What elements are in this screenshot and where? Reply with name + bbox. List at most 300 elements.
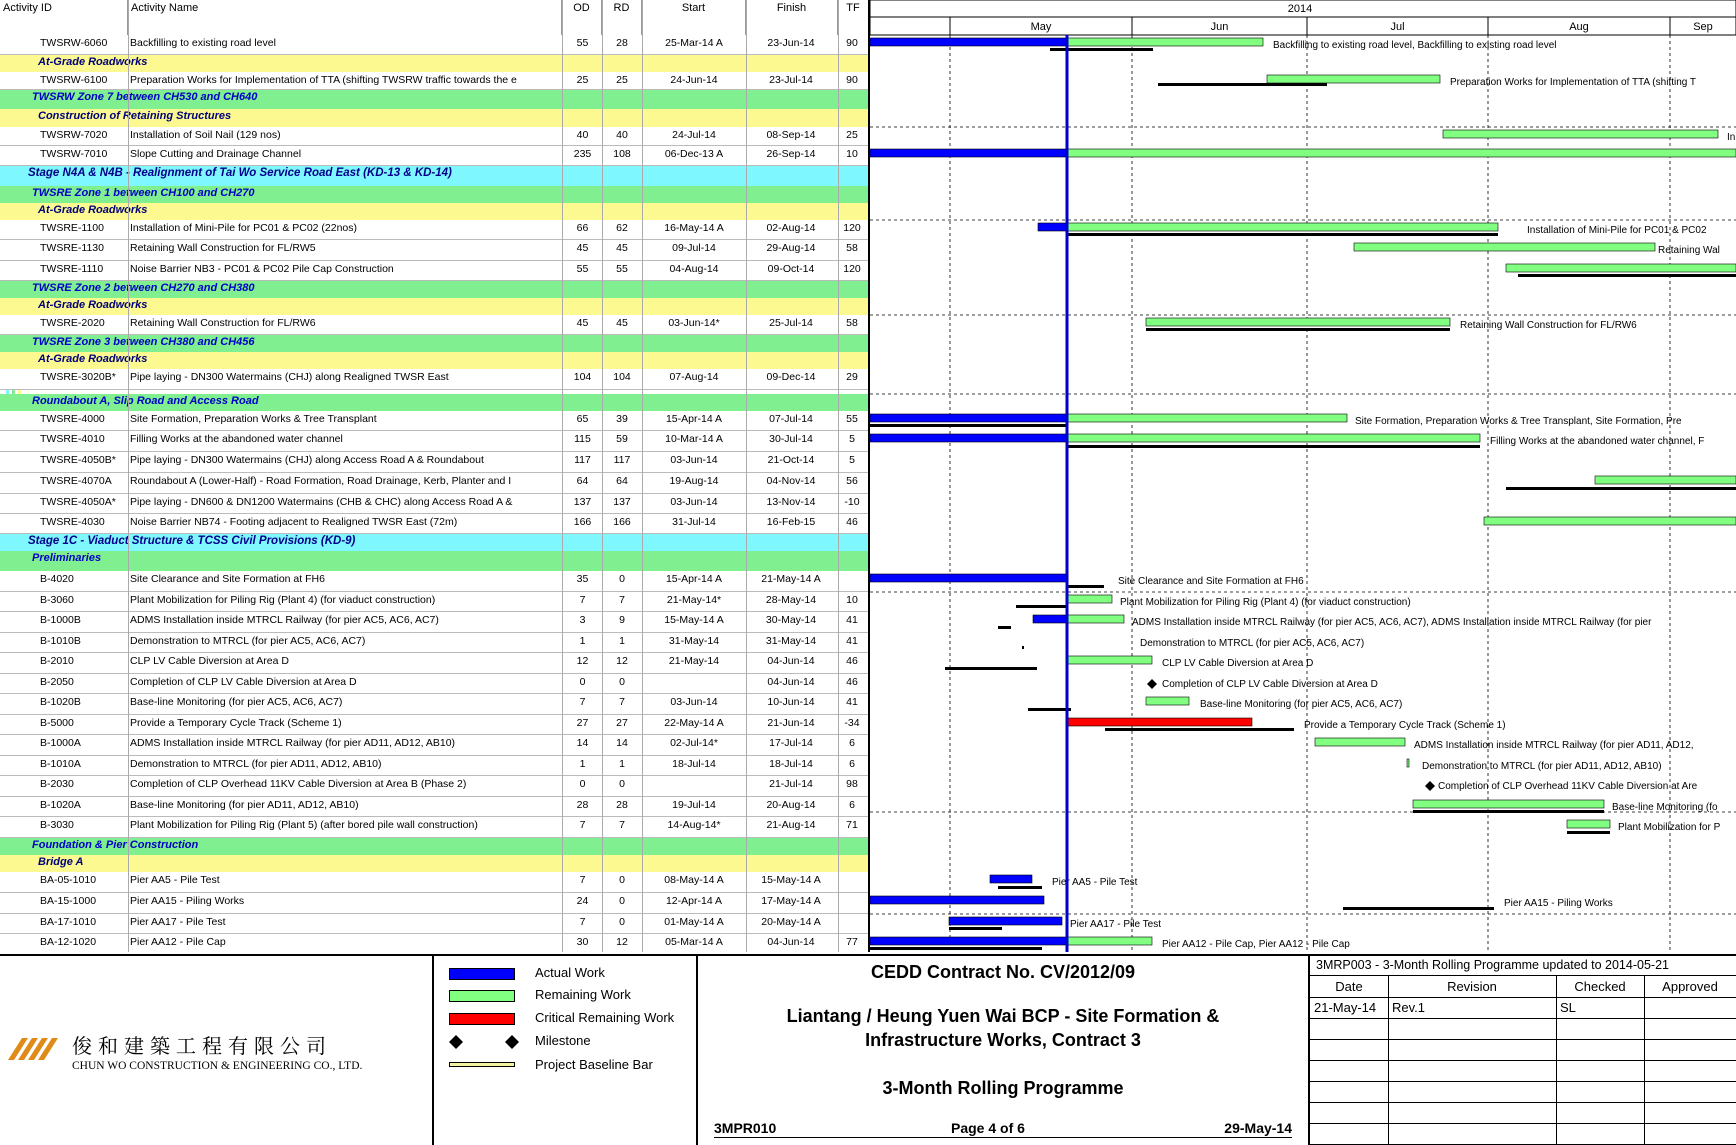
wbs-band bbox=[0, 203, 868, 220]
total-float: 46 bbox=[846, 676, 858, 688]
bar-label: Demonstration to MTRCL (for pier AD11, AD12, AB10) bbox=[1422, 761, 1662, 772]
column-separator bbox=[562, 0, 563, 952]
milestone-diamond bbox=[1147, 679, 1157, 689]
table-row bbox=[0, 127, 868, 146]
finish-date: 20-Aug-14 bbox=[766, 799, 816, 811]
remaining-duration: 7 bbox=[619, 594, 625, 606]
finish-date: 29-Aug-14 bbox=[766, 242, 816, 254]
remaining-work-bar bbox=[1506, 264, 1736, 272]
wbs-band bbox=[0, 109, 868, 127]
timeline-year-label: 2014 bbox=[1287, 3, 1313, 15]
start-date: 19-Jul-14 bbox=[672, 799, 716, 811]
table-row bbox=[0, 240, 868, 261]
original-duration: 7 bbox=[579, 874, 586, 886]
activity-id: TWSRE-1110 bbox=[40, 263, 104, 275]
revision-block bbox=[1310, 956, 1736, 1145]
revision-row-line bbox=[1310, 1060, 1736, 1061]
finish-date: 08-Sep-14 bbox=[766, 129, 816, 141]
start-date: 31-May-14 bbox=[668, 635, 720, 647]
revision-header: 3MRP003 - 3-Month Rolling Programme updated to 2014-05-21 bbox=[1310, 956, 1736, 976]
remaining-duration: 0 bbox=[619, 573, 625, 585]
bar-label: Demonstration to MTRCL (for pier AC5, AC6, AC7) bbox=[1140, 638, 1365, 649]
bar-label: Plant Mobilization for Piling Rig (Plant 4) (for viaduct construction) bbox=[1120, 597, 1411, 608]
bar-label: Installation of Mini-Pile for PC01 & PC02 bbox=[1527, 225, 1707, 236]
bar-label: In bbox=[1727, 132, 1736, 143]
remaining-work-bar bbox=[1067, 595, 1112, 603]
wbs-band-label: At-Grade Roadworks bbox=[38, 204, 148, 216]
bar-label: Pier AA17 - Pile Test bbox=[1070, 919, 1161, 930]
legend-item bbox=[449, 986, 689, 1006]
start-date: 04-Aug-14 bbox=[669, 263, 719, 275]
finish-date: 13-Nov-14 bbox=[766, 496, 816, 508]
total-float: 6 bbox=[849, 799, 855, 811]
finish-date: 10-Jun-14 bbox=[767, 696, 815, 708]
title-block bbox=[698, 956, 1310, 1145]
table-row bbox=[0, 694, 868, 715]
table-row bbox=[0, 35, 868, 55]
table-row bbox=[0, 633, 868, 653]
activity-name: Site Clearance and Site Formation at FH6 bbox=[130, 573, 325, 585]
wbs-band-label: Foundation & Pier Construction bbox=[32, 839, 199, 851]
remaining-work-bar bbox=[1595, 476, 1736, 484]
activity-id: BA-05-1010 bbox=[40, 874, 97, 886]
table-row bbox=[0, 452, 868, 473]
bar-label: Preparation Works for Implementation of TTA (shifting T bbox=[1450, 77, 1697, 88]
total-float: 5 bbox=[849, 454, 855, 466]
activity-name: Installation of Mini-Pile for PC01 & PC02 (22nos) bbox=[130, 222, 358, 234]
legend-item bbox=[449, 1032, 689, 1052]
start-date: 31-Jul-14 bbox=[672, 516, 716, 528]
remaining-duration: 104 bbox=[613, 371, 631, 383]
finish-date: 07-Jul-14 bbox=[769, 413, 813, 425]
original-duration: 137 bbox=[573, 496, 592, 508]
wbs-band-label: At-Grade Roadworks bbox=[38, 353, 148, 365]
col-header-rd: RD bbox=[602, 0, 642, 35]
finish-date: 02-Aug-14 bbox=[766, 222, 816, 234]
wbs-band bbox=[0, 90, 868, 109]
legend-swatch bbox=[449, 1013, 515, 1025]
legend-label: Milestone bbox=[535, 1033, 591, 1048]
remaining-work-bar bbox=[1443, 130, 1718, 138]
activity-id: BA-17-1010 bbox=[40, 916, 97, 928]
wbs-band bbox=[0, 394, 868, 411]
legend-label: Critical Remaining Work bbox=[535, 1010, 675, 1025]
bar-label: Pier AA5 - Pile Test bbox=[1052, 877, 1138, 888]
table-row bbox=[0, 431, 868, 452]
start-date: 03-Jun-14 bbox=[670, 696, 718, 708]
total-float: 41 bbox=[846, 614, 858, 626]
legend-item bbox=[449, 1056, 689, 1076]
table-row bbox=[0, 776, 868, 797]
activity-id: B-1010A bbox=[40, 758, 81, 770]
start-date: 19-Aug-14 bbox=[669, 475, 719, 487]
baseline-bar bbox=[998, 626, 1011, 629]
activity-table bbox=[0, 0, 870, 952]
activity-id: TWSRW-6060 bbox=[40, 37, 108, 49]
activity-name: Pipe laying - DN300 Watermains (CHJ) along Access Road A & Roundabout bbox=[130, 454, 484, 466]
activity-name: Roundabout A (Lower-Half) - Road Formation, Road Drainage, Kerb, Planter and I bbox=[130, 475, 512, 487]
total-float: 5 bbox=[849, 433, 855, 445]
bar-label: Backfilling to existing road level, Backfilling to existing road level bbox=[1273, 40, 1557, 51]
original-duration: 66 bbox=[576, 222, 589, 234]
activity-name: Filling Works at the abandoned water channel bbox=[130, 433, 343, 445]
activity-id: B-3030 bbox=[40, 819, 74, 831]
timeline-month-label: Sep bbox=[1693, 21, 1713, 33]
timeline-month-bar bbox=[870, 17, 1736, 35]
total-float: 120 bbox=[843, 222, 861, 234]
activity-name: Backfilling to existing road level bbox=[130, 37, 276, 49]
wbs-band-label: TWSRW Zone 7 between CH530 and CH640 bbox=[32, 91, 258, 103]
bar-label: Base-line Monitoring (fo bbox=[1612, 802, 1718, 813]
actual-work-bar bbox=[870, 149, 1067, 157]
wbs-band-label: Preliminaries bbox=[32, 552, 102, 564]
programme-subtitle: 3-Month Rolling Programme bbox=[882, 1078, 1124, 1098]
remaining-duration: 39 bbox=[616, 413, 628, 425]
table-row bbox=[0, 817, 868, 838]
total-float: 41 bbox=[846, 635, 858, 647]
legend-label: Actual Work bbox=[535, 965, 605, 980]
actual-work-bar bbox=[870, 937, 1067, 945]
remaining-duration: 40 bbox=[616, 129, 628, 141]
original-duration: 28 bbox=[576, 799, 589, 811]
original-duration: 235 bbox=[573, 148, 592, 160]
start-date: 08-May-14 A bbox=[664, 874, 724, 886]
start-date: 15-Apr-14 A bbox=[665, 413, 723, 425]
activity-id: TWSRE-4030 bbox=[40, 516, 105, 528]
bar-label: Pier AA12 - Pile Cap, Pier AA12 - Pile Cap bbox=[1162, 939, 1350, 950]
company-name-chinese: 俊和建築工程有限公司 bbox=[72, 1034, 332, 1058]
start-date: 16-May-14 A bbox=[664, 222, 724, 234]
revision-row-line bbox=[1310, 1123, 1736, 1124]
baseline-bar bbox=[1518, 274, 1736, 277]
original-duration: 64 bbox=[576, 475, 589, 487]
legend-item bbox=[449, 1009, 689, 1029]
activity-id: TWSRE-1130 bbox=[40, 242, 104, 254]
total-float: 58 bbox=[846, 317, 858, 329]
activity-name: Pier AA5 - Pile Test bbox=[130, 874, 220, 886]
baseline-bar bbox=[1067, 585, 1104, 588]
start-date: 21-May-14* bbox=[666, 594, 722, 606]
actual-work-bar bbox=[870, 896, 1044, 904]
baseline-bar bbox=[870, 947, 1042, 950]
col-header-od: OD bbox=[562, 0, 602, 35]
revision-row-line bbox=[1310, 1102, 1736, 1103]
total-float: 29 bbox=[846, 371, 858, 383]
actual-work-bar bbox=[949, 917, 1062, 925]
table-row bbox=[0, 411, 868, 431]
remaining-work-bar bbox=[1067, 434, 1480, 442]
bar-label: CLP LV Cable Diversion at Area D bbox=[1162, 658, 1314, 669]
revision-column-line bbox=[1556, 976, 1557, 1145]
wbs-band bbox=[0, 298, 868, 315]
wbs-band-label: TWSRE Zone 2 between CH270 and CH380 bbox=[32, 282, 255, 294]
finish-date: 31-May-14 bbox=[765, 635, 817, 647]
baseline-swatch bbox=[449, 1062, 515, 1067]
remaining-work-bar bbox=[1484, 517, 1736, 525]
original-duration: 35 bbox=[576, 573, 589, 585]
bar-label: Completion of CLP Overhead 11KV Cable Diversion at Are bbox=[1438, 781, 1698, 792]
column-separator bbox=[746, 0, 747, 952]
company-name-english: CHUN WO CONSTRUCTION & ENGINEERING CO., LTD. bbox=[72, 1060, 363, 1072]
timeline-month-label: May bbox=[1030, 21, 1052, 33]
activity-id: TWSRE-4010 bbox=[40, 433, 105, 445]
finish-date: 21-Aug-14 bbox=[766, 819, 816, 831]
finish-date: 15-May-14 A bbox=[761, 874, 821, 886]
remaining-duration: 0 bbox=[619, 916, 625, 928]
remaining-duration: 0 bbox=[619, 874, 625, 886]
start-date: 25-Mar-14 A bbox=[665, 37, 723, 49]
activity-id: B-1020B bbox=[40, 696, 81, 708]
baseline-bar bbox=[1067, 445, 1480, 448]
baseline-bar bbox=[1158, 83, 1327, 86]
column-separator bbox=[128, 0, 129, 952]
remaining-work-bar bbox=[1354, 243, 1655, 251]
remaining-duration: 62 bbox=[616, 222, 628, 234]
table-row bbox=[0, 756, 868, 776]
remaining-duration: 1 bbox=[619, 758, 625, 770]
finish-date: 21-May-14 A bbox=[761, 573, 821, 585]
gantt-canvas bbox=[870, 0, 1736, 952]
activity-id: TWSRE-4050A* bbox=[40, 496, 116, 508]
remaining-work-bar bbox=[1067, 937, 1152, 945]
contract-number: CEDD Contract No. CV/2012/09 bbox=[870, 962, 1136, 982]
actual-work-bar bbox=[870, 434, 1067, 442]
finish-date: 20-May-14 A bbox=[761, 916, 821, 928]
bar-label: ADMS Installation inside MTRCL Railway (for pier AD11, AD12, bbox=[1414, 740, 1694, 751]
wbs-band-label: Construction of Retaining Structures bbox=[38, 110, 232, 122]
wbs-band bbox=[0, 166, 868, 186]
total-float: 56 bbox=[846, 475, 858, 487]
table-row bbox=[0, 653, 868, 674]
activity-name: Preparation Works for Implementation of TTA (shifting TWSRW traffic towards the e bbox=[130, 74, 517, 86]
bar-label: Retaining Wall Construction for FL/RW6 bbox=[1460, 320, 1637, 331]
remaining-work-bar bbox=[1146, 697, 1189, 705]
finish-date: 04-Nov-14 bbox=[766, 475, 816, 487]
activity-name: Noise Barrier NB3 - PC01 & PC02 Pile Cap Construction bbox=[130, 263, 394, 275]
activity-id: B-1020A bbox=[40, 799, 81, 811]
total-float: 71 bbox=[846, 819, 858, 831]
original-duration: 45 bbox=[576, 317, 589, 329]
activity-id: TWSRE-2020 bbox=[40, 317, 105, 329]
baseline-bar bbox=[1022, 646, 1024, 649]
original-duration: 45 bbox=[576, 242, 589, 254]
original-duration: 0 bbox=[579, 676, 586, 688]
activity-id: TWSRW-6100 bbox=[40, 74, 108, 86]
remaining-duration: 1 bbox=[619, 635, 625, 647]
activity-id: BA-15-1000 bbox=[40, 895, 97, 907]
table-row bbox=[0, 592, 868, 612]
total-float: 98 bbox=[846, 778, 858, 790]
wbs-band bbox=[0, 534, 868, 551]
remaining-work-bar bbox=[1067, 656, 1152, 664]
finish-date: 17-Jul-14 bbox=[769, 737, 813, 749]
original-duration: 27 bbox=[576, 717, 589, 729]
revision-col-header: Date bbox=[1335, 979, 1363, 994]
activity-id: B-5000 bbox=[40, 717, 74, 729]
finish-date: 21-Jul-14 bbox=[769, 778, 813, 790]
start-date: 12-Apr-14 A bbox=[665, 895, 723, 907]
baseline-bar bbox=[1413, 810, 1604, 813]
company-logo-icon bbox=[6, 1030, 66, 1070]
revision-row-line bbox=[1310, 997, 1736, 998]
original-duration: 0 bbox=[579, 778, 586, 790]
total-float: 6 bbox=[849, 737, 855, 749]
wbs-band-label: Stage 1C - Viaduct Structure & TCSS Civil Provisions (KD-9) bbox=[28, 535, 356, 547]
table-row bbox=[0, 72, 868, 90]
legend-swatch bbox=[449, 990, 515, 1002]
wbs-band-label: Stage N4A & N4B - Realignment of Tai Wo Service Road East (KD-13 & KD-14) bbox=[28, 167, 452, 179]
activity-name: Retaining Wall Construction for FL/RW6 bbox=[130, 317, 316, 329]
timeline-month-label: Aug bbox=[1569, 21, 1589, 33]
remaining-duration: 28 bbox=[616, 799, 628, 811]
baseline-bar bbox=[1105, 728, 1294, 731]
remaining-work-bar bbox=[1146, 318, 1450, 326]
activity-id: B-2050 bbox=[40, 676, 74, 688]
original-duration: 117 bbox=[574, 454, 591, 466]
column-separator bbox=[838, 0, 839, 952]
remaining-work-bar bbox=[1315, 738, 1405, 746]
activity-id: B-1000A bbox=[40, 737, 81, 749]
remaining-duration: 45 bbox=[616, 317, 628, 329]
remaining-duration: 12 bbox=[616, 936, 628, 948]
finish-date: 21-Oct-14 bbox=[767, 454, 815, 466]
start-date: 22-May-14 A bbox=[664, 717, 724, 729]
total-float: 90 bbox=[846, 74, 858, 86]
original-duration: 55 bbox=[576, 37, 589, 49]
wbs-band-label: At-Grade Roadworks bbox=[38, 299, 148, 311]
finish-date: 28-May-14 bbox=[765, 594, 817, 606]
actual-work-bar bbox=[1033, 615, 1067, 623]
activity-name: Pipe laying - DN300 Watermains (CHJ) along Realigned TWSR East bbox=[130, 371, 449, 383]
remaining-work-bar bbox=[1067, 615, 1124, 623]
start-date: 14-Aug-14* bbox=[667, 819, 721, 831]
milestone-icon bbox=[449, 1035, 519, 1049]
table-row bbox=[0, 369, 868, 390]
original-duration: 7 bbox=[579, 594, 586, 606]
original-duration: 7 bbox=[579, 696, 586, 708]
original-duration: 24 bbox=[576, 895, 589, 907]
baseline-bar bbox=[1016, 605, 1067, 608]
remaining-duration: 28 bbox=[616, 37, 628, 49]
finish-date: 30-May-14 bbox=[765, 614, 817, 626]
table-row bbox=[0, 514, 868, 534]
critical-work-bar bbox=[1067, 718, 1252, 726]
original-duration: 3 bbox=[579, 614, 586, 626]
revision-cell: Rev.1 bbox=[1392, 1000, 1425, 1015]
col-header-start: Start bbox=[642, 0, 746, 35]
remaining-duration: 14 bbox=[616, 737, 628, 749]
print-date: 29-May-14 bbox=[1224, 1120, 1292, 1136]
total-float: -34 bbox=[844, 717, 860, 729]
finish-date: 09-Oct-14 bbox=[767, 263, 815, 275]
total-float: 41 bbox=[846, 696, 858, 708]
remaining-work-bar bbox=[1413, 800, 1604, 808]
total-float: 120 bbox=[843, 263, 861, 275]
baseline-bar bbox=[1567, 831, 1610, 834]
finish-date: 16-Feb-15 bbox=[766, 516, 816, 528]
activity-id: B-1010B bbox=[40, 635, 81, 647]
revision-col-header: Revision bbox=[1447, 979, 1497, 994]
activity-id: TWSRE-4050B* bbox=[40, 454, 116, 466]
finish-date: 04-Jun-14 bbox=[767, 936, 815, 948]
activity-id: TWSRW-7020 bbox=[40, 129, 108, 141]
wbs-band bbox=[0, 281, 868, 298]
start-date: 18-Jul-14 bbox=[672, 758, 716, 770]
bar-label: Site Clearance and Site Formation at FH6 bbox=[1118, 576, 1304, 587]
original-duration: 25 bbox=[576, 74, 589, 86]
baseline-bar bbox=[1146, 328, 1450, 331]
revision-col-header: Approved bbox=[1662, 979, 1718, 994]
original-duration: 104 bbox=[573, 371, 592, 383]
activity-id: B-1000B bbox=[40, 614, 81, 626]
column-separator bbox=[642, 0, 643, 952]
remaining-duration: 55 bbox=[616, 263, 628, 275]
activity-name: Plant Mobilization for Piling Rig (Plant 4) (for viaduct construction) bbox=[130, 594, 436, 606]
start-date: 03-Jun-14* bbox=[668, 317, 720, 329]
activity-name: Pier AA15 - Piling Works bbox=[130, 895, 245, 907]
project-title-line1: Liantang / Heung Yuen Wai BCP - Site Formation & bbox=[786, 1006, 1220, 1026]
activity-id: TWSRE-1100 bbox=[40, 222, 104, 234]
legend-label: Project Baseline Bar bbox=[535, 1057, 653, 1072]
footer bbox=[0, 954, 1736, 1145]
finish-date: 30-Jul-14 bbox=[769, 433, 813, 445]
remaining-duration: 27 bbox=[616, 717, 628, 729]
start-date: 03-Jun-14 bbox=[670, 496, 718, 508]
wbs-band bbox=[0, 838, 868, 855]
baseline-bar bbox=[1028, 708, 1071, 711]
total-float: 10 bbox=[846, 148, 858, 160]
legend bbox=[434, 956, 698, 1145]
start-date: 15-May-14 A bbox=[664, 614, 724, 626]
remaining-duration: 9 bbox=[619, 614, 625, 626]
activity-name: CLP LV Cable Diversion at Area D bbox=[130, 655, 289, 667]
table-row bbox=[0, 315, 868, 335]
remaining-duration: 137 bbox=[613, 496, 631, 508]
baseline-bar bbox=[949, 927, 1002, 930]
table-row bbox=[0, 893, 868, 914]
gantt-chart bbox=[870, 0, 1736, 952]
original-duration: 12 bbox=[576, 655, 589, 667]
remaining-duration: 0 bbox=[619, 676, 625, 688]
remaining-duration: 25 bbox=[616, 74, 628, 86]
table-row bbox=[0, 571, 868, 592]
finish-date: 04-Jun-14 bbox=[767, 655, 815, 667]
total-float: 58 bbox=[846, 242, 858, 254]
baseline-bar bbox=[1050, 48, 1153, 51]
baseline-bar bbox=[945, 667, 1037, 670]
original-duration: 115 bbox=[574, 433, 591, 445]
page-number: Page 4 of 6 bbox=[951, 1120, 1025, 1136]
revision-cell: 21-May-14 bbox=[1314, 1000, 1377, 1015]
remaining-duration: 0 bbox=[619, 895, 625, 907]
actual-work-bar bbox=[990, 875, 1032, 883]
remaining-work-bar bbox=[1067, 223, 1498, 231]
bar-label: Provide a Temporary Cycle Track (Scheme 1) bbox=[1304, 720, 1506, 731]
start-date: 21-May-14 bbox=[668, 655, 720, 667]
legend-item bbox=[449, 964, 689, 984]
finish-date: 23-Jun-14 bbox=[767, 37, 815, 49]
actual-work-bar bbox=[870, 414, 1067, 422]
activity-id: TWSRE-4000 bbox=[40, 413, 105, 425]
wbs-band-label: TWSRE Zone 1 between CH100 and CH270 bbox=[32, 187, 255, 199]
activity-id: B-4020 bbox=[40, 573, 74, 585]
start-date: 10-Mar-14 A bbox=[665, 433, 723, 445]
col-header-name: Activity Name bbox=[128, 0, 562, 35]
remaining-duration: 166 bbox=[613, 516, 631, 528]
activity-name: Provide a Temporary Cycle Track (Scheme 1) bbox=[130, 717, 342, 729]
bar-label: Pier AA15 - Piling Works bbox=[1504, 898, 1613, 909]
start-date: 24-Jun-14 bbox=[670, 74, 718, 86]
